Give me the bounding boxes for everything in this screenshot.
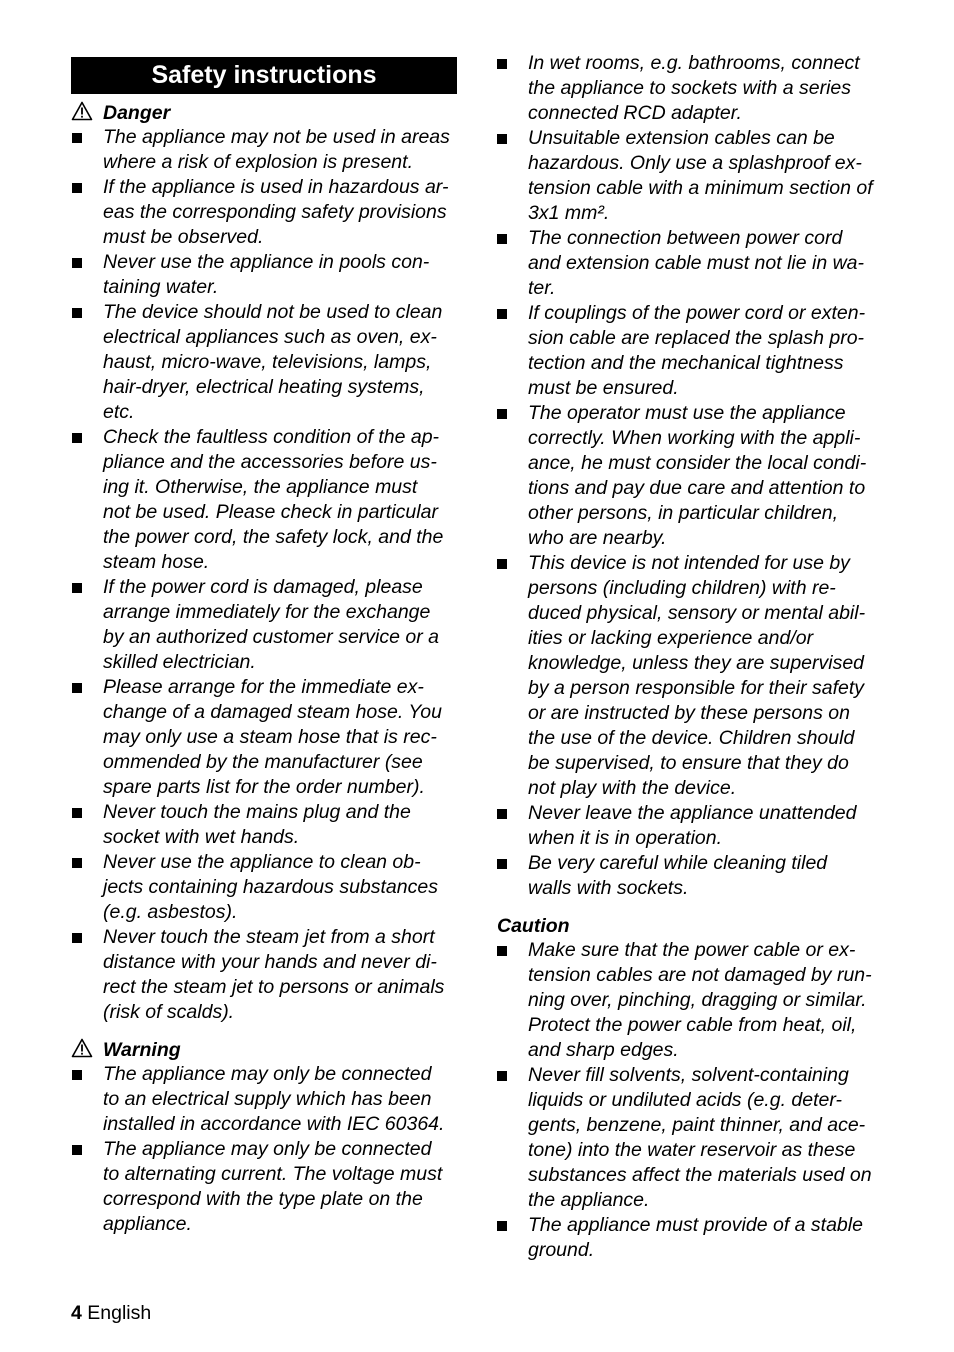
list-item (71, 800, 461, 850)
square-bullet-icon (72, 1070, 82, 1080)
page-footer (71, 1301, 151, 1326)
list-item (71, 675, 461, 800)
square-bullet-icon (72, 308, 82, 318)
footer-language: English (87, 1302, 152, 1324)
list-item-text: Unsuitable extension cables can be hazardous. Only use a splashproof ex- tension cable with a minimum section of 3x1 mm². (528, 127, 873, 224)
danger-heading (71, 101, 170, 126)
square-bullet-icon (497, 309, 507, 319)
warning-heading (71, 1038, 181, 1063)
list-item (71, 850, 461, 925)
square-bullet-icon (72, 808, 82, 818)
square-bullet-icon (72, 1145, 82, 1155)
list-item-text: Never leave the appliance unattended when it is in operation. (528, 802, 857, 849)
square-bullet-icon (497, 134, 507, 144)
list-item-text: Make sure that the power cable or ex- tension cables are not damaged by run- ning over, pinching, dragging or similar. Protect the power cable from heat, oil, and sharp edges. (528, 939, 872, 1061)
list-item-text: This device is not intended for use by persons (including children) with re- duced physical, sensory or mental abil- ities or lacking experience and/or knowledge, unless they are supervised by a person responsible for their safety or are instructed by these persons on the use of the device. Children should be supervised, to ensure that they do not play with the device. (528, 552, 866, 799)
list-item (71, 425, 461, 575)
list-item (71, 175, 461, 250)
section-title: Safety instructions (71, 57, 457, 94)
list-item-text: Never touch the mains plug and the socket with wet hands. (103, 801, 411, 848)
list-item-text: The connection between power cord and extension cable must not lie in wa- ter. (528, 227, 865, 299)
warning-continued-list (496, 51, 890, 901)
warning-heading-label: Warning (103, 1039, 181, 1061)
list-item (71, 1062, 461, 1137)
caution-heading-label: Caution (497, 915, 570, 937)
danger-heading-label: Danger (103, 102, 171, 124)
list-item-text: The operator must use the appliance correctly. When working with the appli- ance, he must consider the local condi- tions and pay due care and attention to other persons, in particular children, who are nearby. (528, 402, 867, 549)
caution-list (496, 938, 890, 1263)
square-bullet-icon (497, 234, 507, 244)
square-bullet-icon (72, 683, 82, 693)
list-item-text: The appliance may only be connected to alternating current. The voltage must correspond with the type plate on the appliance. (103, 1138, 443, 1235)
list-item (71, 250, 461, 300)
square-bullet-icon (497, 1221, 507, 1231)
list-item (496, 226, 890, 301)
square-bullet-icon (72, 933, 82, 943)
list-item-text: If couplings of the power cord or exten- sion cable are replaced the splash pro- tection and the mechanical tightness must be ensured. (528, 302, 866, 399)
square-bullet-icon (497, 559, 507, 569)
list-item-text: The device should not be used to clean electrical appliances such as oven, ex- haust, micro-wave, televisions, lamps, hair-dryer, electrical heating systems, etc. (103, 301, 443, 423)
page-number: 4 (71, 1302, 82, 1324)
warning-triangle-icon (71, 1038, 93, 1058)
list-item-text: Check the faultless condition of the ap- pliance and the accessories before us- ing it. Otherwise, the appliance must not be used. Please check in particular the power cord, the safety lock, and the steam hose. (103, 426, 444, 573)
danger-list (71, 125, 461, 1025)
list-item (496, 851, 890, 901)
list-item (496, 801, 890, 851)
list-item-text: The appliance may not be used in areas where a risk of explosion is present. (103, 126, 450, 173)
list-item-text: Never fill solvents, solvent-containing liquids or undiluted acids (e.g. deter- gents, benzene, paint thinner, and ace- tone) into the water reservoir as these substances affect the materials used on the appliance. (528, 1064, 872, 1211)
list-item (496, 551, 890, 801)
square-bullet-icon (72, 583, 82, 593)
caution-heading (497, 914, 570, 939)
list-item (496, 1063, 890, 1213)
warning-list (71, 1062, 461, 1237)
list-item-text: Never use the appliance to clean ob- jects containing hazardous substances (e.g. asbestos). (103, 851, 438, 923)
list-item (71, 125, 461, 175)
list-item-text: Never use the appliance in pools con- taining water. (103, 251, 430, 298)
list-item (496, 1213, 890, 1263)
list-item-text: If the appliance is used in hazardous ar- eas the corresponding safety provisions must be observed. (103, 176, 449, 248)
square-bullet-icon (497, 409, 507, 419)
list-item (71, 1137, 461, 1237)
square-bullet-icon (497, 59, 507, 69)
list-item (71, 575, 461, 675)
square-bullet-icon (72, 183, 82, 193)
list-item (496, 301, 890, 401)
list-item (71, 925, 461, 1025)
square-bullet-icon (497, 859, 507, 869)
square-bullet-icon (497, 809, 507, 819)
square-bullet-icon (72, 258, 82, 268)
list-item-text: If the power cord is damaged, please arrange immediately for the exchange by an authorized customer service or a skilled electrician. (103, 576, 439, 673)
square-bullet-icon (497, 1071, 507, 1081)
square-bullet-icon (72, 433, 82, 443)
list-item (496, 51, 890, 126)
square-bullet-icon (72, 133, 82, 143)
warning-triangle-icon (71, 101, 93, 121)
square-bullet-icon (497, 946, 507, 956)
list-item-text: The appliance may only be connected to an electrical supply which has been installed in accordance with IEC 60364. (103, 1063, 445, 1135)
list-item-text: Be very careful while cleaning tiled walls with sockets. (528, 852, 828, 899)
list-item-text: Never touch the steam jet from a short distance with your hands and never di- rect the steam jet to persons or animals (risk of scalds). (103, 926, 445, 1023)
list-item (71, 300, 461, 425)
list-item-text: In wet rooms, e.g. bathrooms, connect the appliance to sockets with a series connected RCD adapter. (528, 52, 860, 124)
square-bullet-icon (72, 858, 82, 868)
list-item-text: Please arrange for the immediate ex- change of a damaged steam hose. You may only use a steam hose that is rec- ommended by the manufacturer (see spare parts list for the order number). (103, 676, 442, 798)
list-item (496, 126, 890, 226)
list-item-text: The appliance must provide of a stable ground. (528, 1214, 863, 1261)
list-item (496, 401, 890, 551)
list-item (496, 938, 890, 1063)
